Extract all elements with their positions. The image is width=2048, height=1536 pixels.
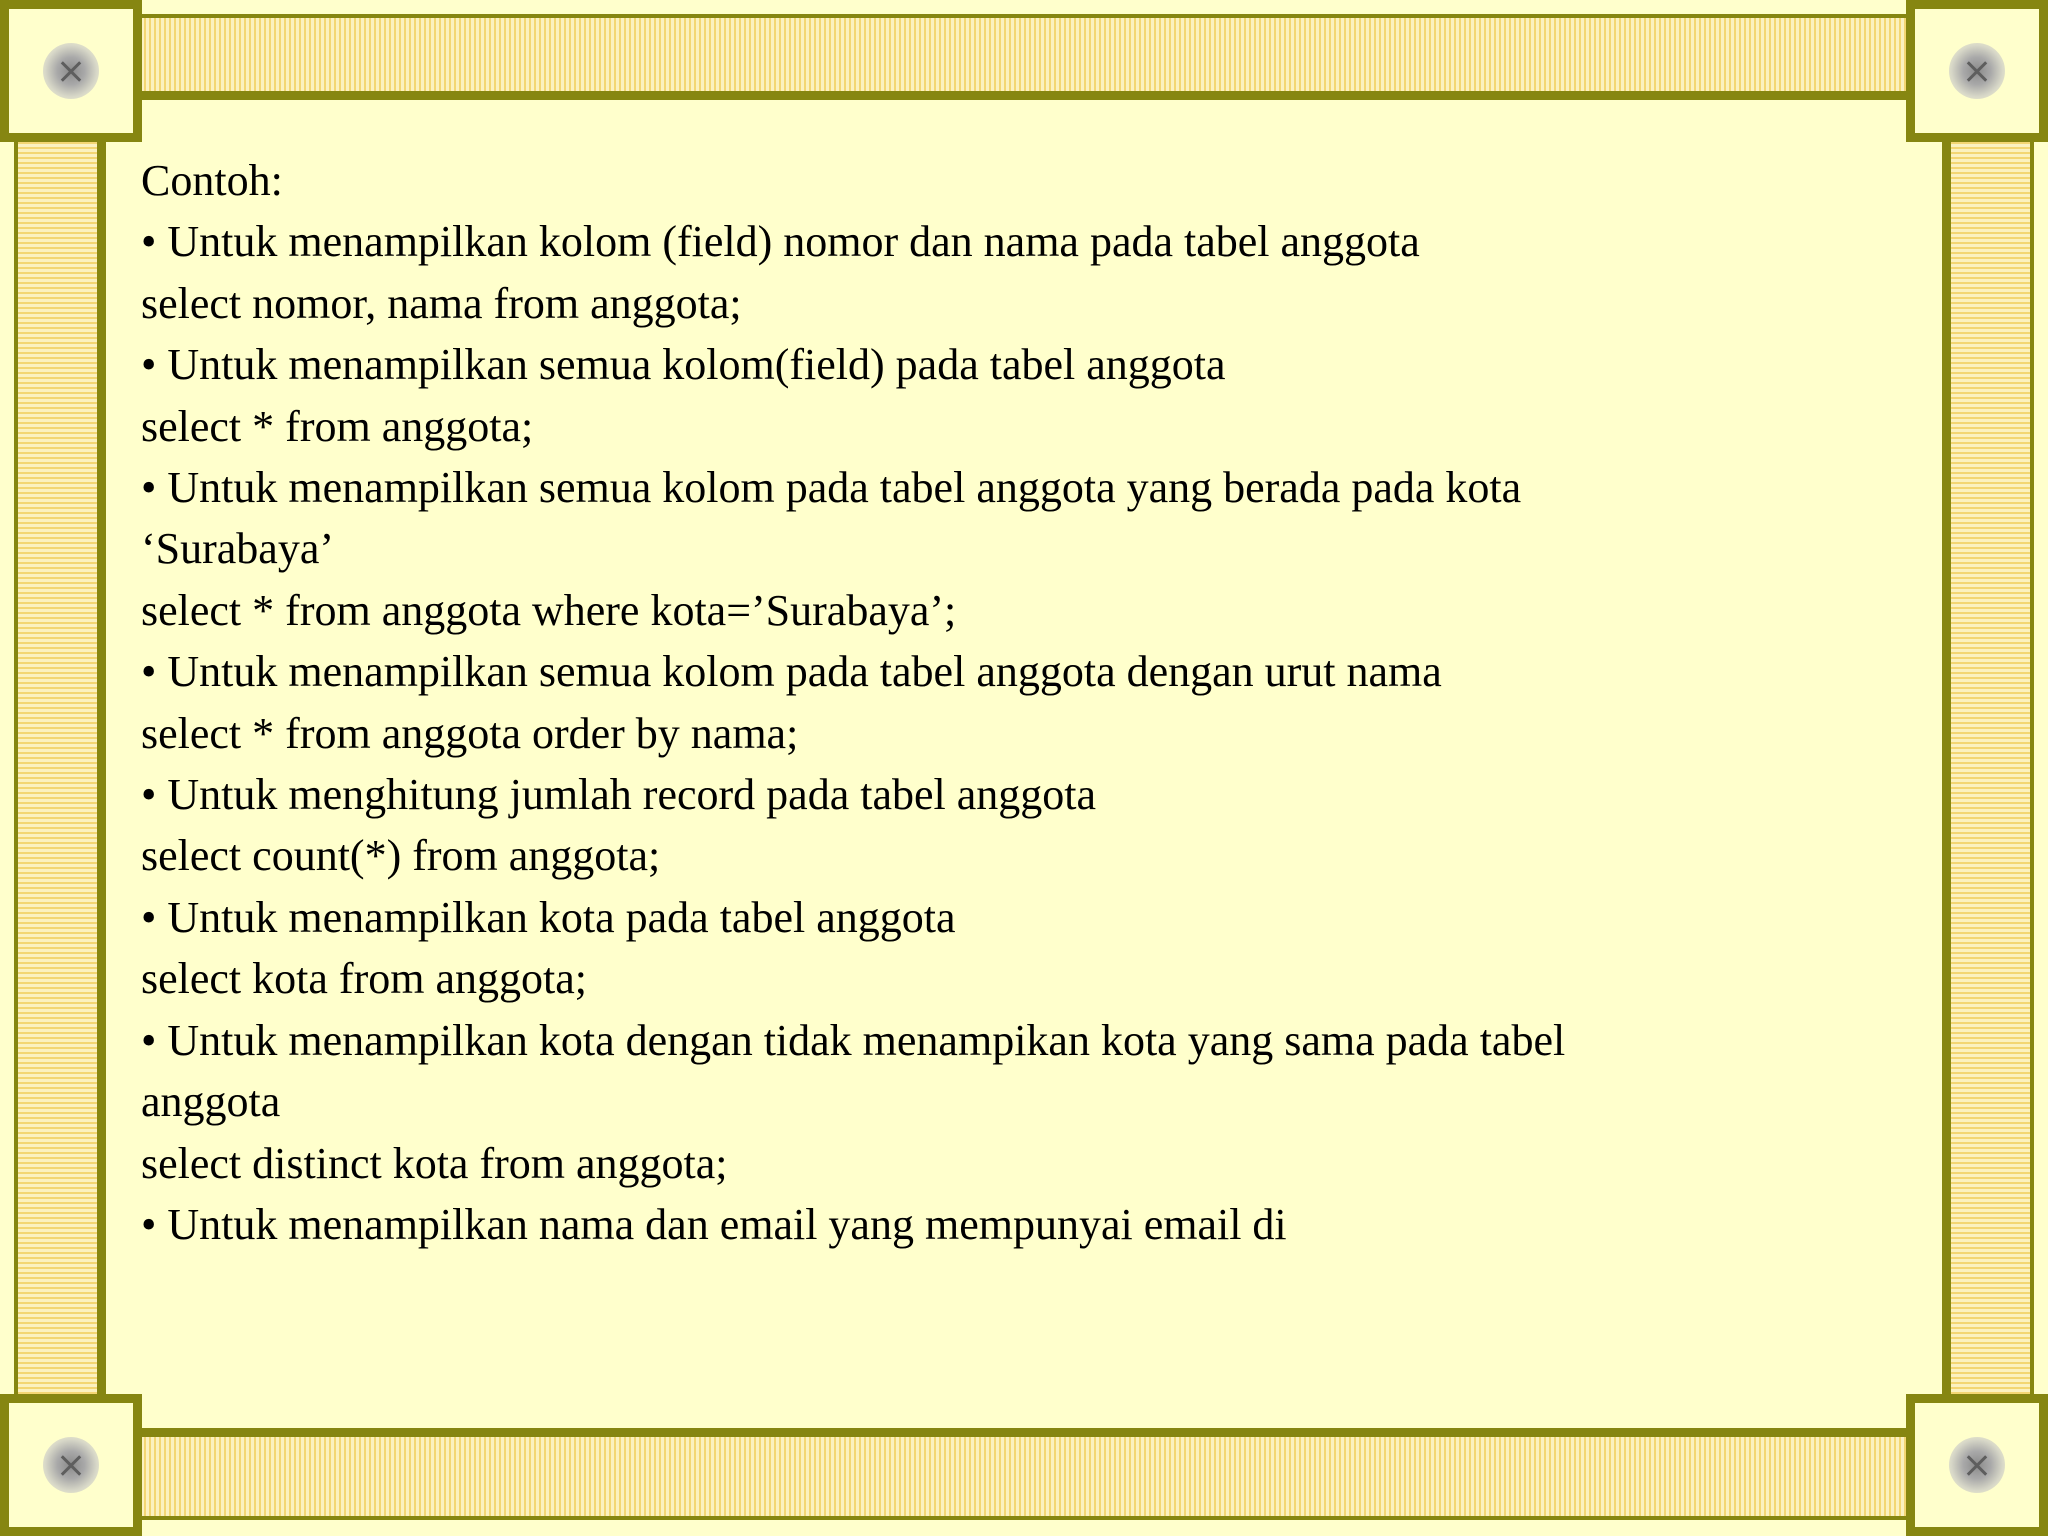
bullet-line: • Untuk menghitung jumlah record pada tabel anggota <box>141 770 1097 820</box>
corner-top-right <box>1906 0 2048 142</box>
bullet-line: • Untuk menampilkan semua kolom(field) pada tabel anggota <box>141 340 1226 390</box>
top-border-bar <box>134 14 1914 100</box>
x-knob-icon <box>43 1437 99 1493</box>
sql-line: select * from anggota where kota=’Surabaya’; <box>141 585 957 635</box>
sql-line: select kota from anggota; <box>141 954 587 1004</box>
slide-body-text <box>141 150 1901 1255</box>
heading-line: Contoh: <box>141 156 283 205</box>
corner-top-left <box>0 0 142 142</box>
sql-line: select nomor, nama from anggota; <box>141 278 742 328</box>
right-border-bar <box>1942 134 2034 1394</box>
left-border-bar <box>14 134 106 1394</box>
sql-line: select * from anggota order by nama; <box>141 708 799 758</box>
x-knob-icon <box>1949 43 2005 99</box>
bullet-line: • Untuk menampilkan kolom (field) nomor dan nama pada tabel anggota <box>141 217 1420 267</box>
bullet-line: • Untuk menampilkan semua kolom pada tabel anggota yang berada pada kota <box>141 463 1522 513</box>
sql-line: select * from anggota; <box>141 401 534 451</box>
corner-bottom-right <box>1906 1394 2048 1536</box>
x-knob-icon <box>43 43 99 99</box>
bottom-border-bar <box>134 1428 1914 1520</box>
bullet-line: • Untuk menampilkan kota dengan tidak menampikan kota yang sama pada tabel <box>141 1015 1566 1065</box>
bullet-line: • Untuk menampilkan kota pada tabel anggota <box>141 892 956 942</box>
x-knob-icon <box>1949 1437 2005 1493</box>
bullet-continuation-line: anggota <box>141 1077 281 1127</box>
bullet-line: • Untuk menampilkan semua kolom pada tabel anggota dengan urut nama <box>141 647 1442 697</box>
sql-line: select distinct kota from anggota; <box>141 1138 728 1188</box>
bullet-continuation-line: ‘Surabaya’ <box>141 524 335 574</box>
corner-bottom-left <box>0 1394 142 1536</box>
bullet-line: • Untuk menampilkan nama dan email yang mempunyai email di <box>141 1199 1287 1249</box>
sql-line: select count(*) from anggota; <box>141 831 661 881</box>
